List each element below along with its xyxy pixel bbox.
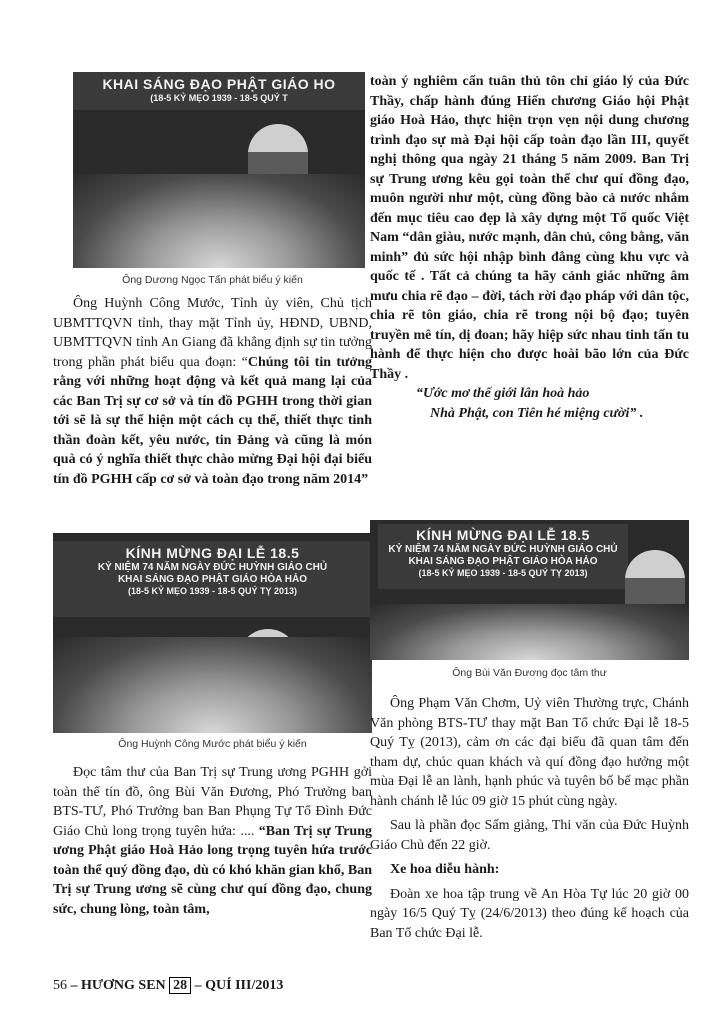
section-heading: Xe hoa diễu hành: <box>390 862 500 877</box>
photo-reader <box>370 520 689 660</box>
magazine-name: – HƯƠNG SEN <box>70 978 166 993</box>
photo-caption: Ông Huỳnh Công Mước phát biểu ý kiến <box>118 738 307 750</box>
flower-arrangement <box>53 637 372 733</box>
right-column-top <box>370 72 689 423</box>
photo-caption: Ông Bùi Văn Đương đọc tâm thư <box>452 667 607 679</box>
left-column-bottom <box>53 763 372 919</box>
banner: KÍNH MỪNG ĐẠI LỄ 18.5 KỶ NIỆM 74 NĂM NGÀY ĐỨC HUỲNH GIÁO CHỦ KHAI SÁNG ĐẠO PHẬT GIÁO HÒA HẢO (18-5 KỶ MẸO 1939 - 18-5 QUÝ TỴ 2013) <box>378 524 628 589</box>
issue-number: 28 <box>169 977 191 994</box>
left-column-top <box>53 294 372 489</box>
quote-line: Nhà Phật, con Tiên hé miệng cười” . <box>430 405 644 421</box>
banner: KÍNH MỪNG ĐẠI LỄ 18.5 KỶ NIỆM 74 NĂM NGÀY ĐỨC HUỲNH GIÁO CHỦ KHAI SÁNG ĐẠO PHẬT GIÁO HÒA HẢO (18-5 KỶ MẸO 1939 - 18-5 QUÝ TỴ 2013) <box>53 541 372 617</box>
photo-caption: Ông Dương Ngọc Tấn phát biểu ý kiến <box>122 274 303 286</box>
issue-period: – QUÍ III/2013 <box>194 978 284 993</box>
paragraph: Đọc tâm thư của Ban Trị sự Trung ương PGHH gởi toàn thể tín đồ, ông Bùi Văn Đương, Phó Trưởng ban BTS-TƯ, Phó Trưởng ban Ban Phụng Tự Tổ Đình Đức Giáo Chủ long trọng tuyên hứa: .... “Ban Trị sự Trung ương Phật giáo Hoà Hảo long trọng tuyên hứa trước toàn thể quý đồng đạo, dù có khó khăn gian khổ, Ban Trị sự Trung ương sẽ cùng chư quí đồng đạo, chung sức, chung lòng, toàn tâm, <box>53 765 372 917</box>
banner: KHAI SÁNG ĐẠO PHẬT GIÁO HO (18-5 KỶ MẸO 1939 - 18-5 QUÝ T <box>73 72 365 110</box>
right-column-bottom <box>370 694 689 943</box>
paragraph: Ông Huỳnh Công Mước, Tỉnh ủy viên, Chủ tịch UBMTTQVN tỉnh, thay mặt Tỉnh ủy, HĐND, UBND, UBMTTQVN tỉnh An Giang đã khẳng định sự tin tưởng trong phần phát biểu qua đoạn: “Chúng tôi tin tưởng rằng với những hoạt động và kết quả mang lại của các Ban Trị sự cơ sở và tín đồ PGHH trong thời gian tới sẽ là sự thể hiện một cách cụ thể, thiết thực tinh thần đoàn kết, yêu nước, tin Đảng và cũng là món quà có ý nghĩa thiết thực chào mừng Đại hội đại biểu tín đồ PGHH cấp cơ sở và toàn đạo trong năm 2014” <box>53 296 372 487</box>
paragraph: Ông Phạm Văn Chơm, Uỷ viên Thường trực, Chánh Văn phòng BTS-TƯ thay mặt Ban Tổ chức Đại lễ 18-5 Quý Tỵ (2013), cảm ơn các đại biểu đã quan tâm đến tham dự, chúc quan khách và quí đồng đạo hưởng một mùa Đại lễ an lành, hạnh phúc và tuyên bố bế mạc phần hành chánh lễ lúc 09 giờ 15 phút cùng ngày. <box>370 696 689 809</box>
paragraph: Sau là phần đọc Sấm giảng, Thi văn của Đức Huỳnh Giáo Chủ đến 22 giờ. <box>370 818 689 853</box>
flower-arrangement <box>73 174 365 268</box>
photo-speaker-1 <box>73 72 365 268</box>
page-footer <box>53 978 283 994</box>
flower-arrangement <box>370 604 689 660</box>
paragraph: Đoàn xe hoa tập trung về An Hòa Tự lúc 20 giờ 00 ngày 16/5 Quý Tỵ (24/6/2013) theo đúng kế hoạch của Ban Tổ chức Đại lễ. <box>370 886 689 941</box>
paragraph: toàn ý nghiêm cẩn tuân thủ tôn chỉ giáo lý của Đức Thầy, chấp hành đúng Hiến chương Giáo hội Phật giáo Hoà Hảo, thực hiện trọn vẹn nội dung chương trình đạo sự mà Đại hội cấp toàn đạo lần III, quyết nghị thông qua ngày 21 tháng 5 năm 2009. Ban Trị sự Trung ương kêu gọi toàn thể chư quí đồng đạo, muôn người như một, cùng đồng bào cả nước nhắm đến mục tiêu cao đẹp là xây dựng một Tổ quốc Việt Nam “dân giàu, nước mạnh, dân chủ, công bằng, văn minh” đủ sức hội nhập bình đẳng cùng khu vực và quốc tế . Tất cả chúng ta hãy cảnh giác những âm mưu chia rẽ đạo – đời, tách rời đạo pháp với dân tộc, chia rẽ tôn giáo, chia rẽ trong nội bộ đạo; tuyên truyền mê tín, dị đoan; hãy hiệp sức nhau tinh tấn tu hành để thực hiện cho được hoài bão lớn của Đức Thầy . <box>370 74 689 382</box>
page-number: 56 <box>53 978 67 993</box>
quote-line: “Ước mơ thế giới lân hoà hảo <box>416 386 590 401</box>
photo-speaker-2 <box>53 533 372 733</box>
